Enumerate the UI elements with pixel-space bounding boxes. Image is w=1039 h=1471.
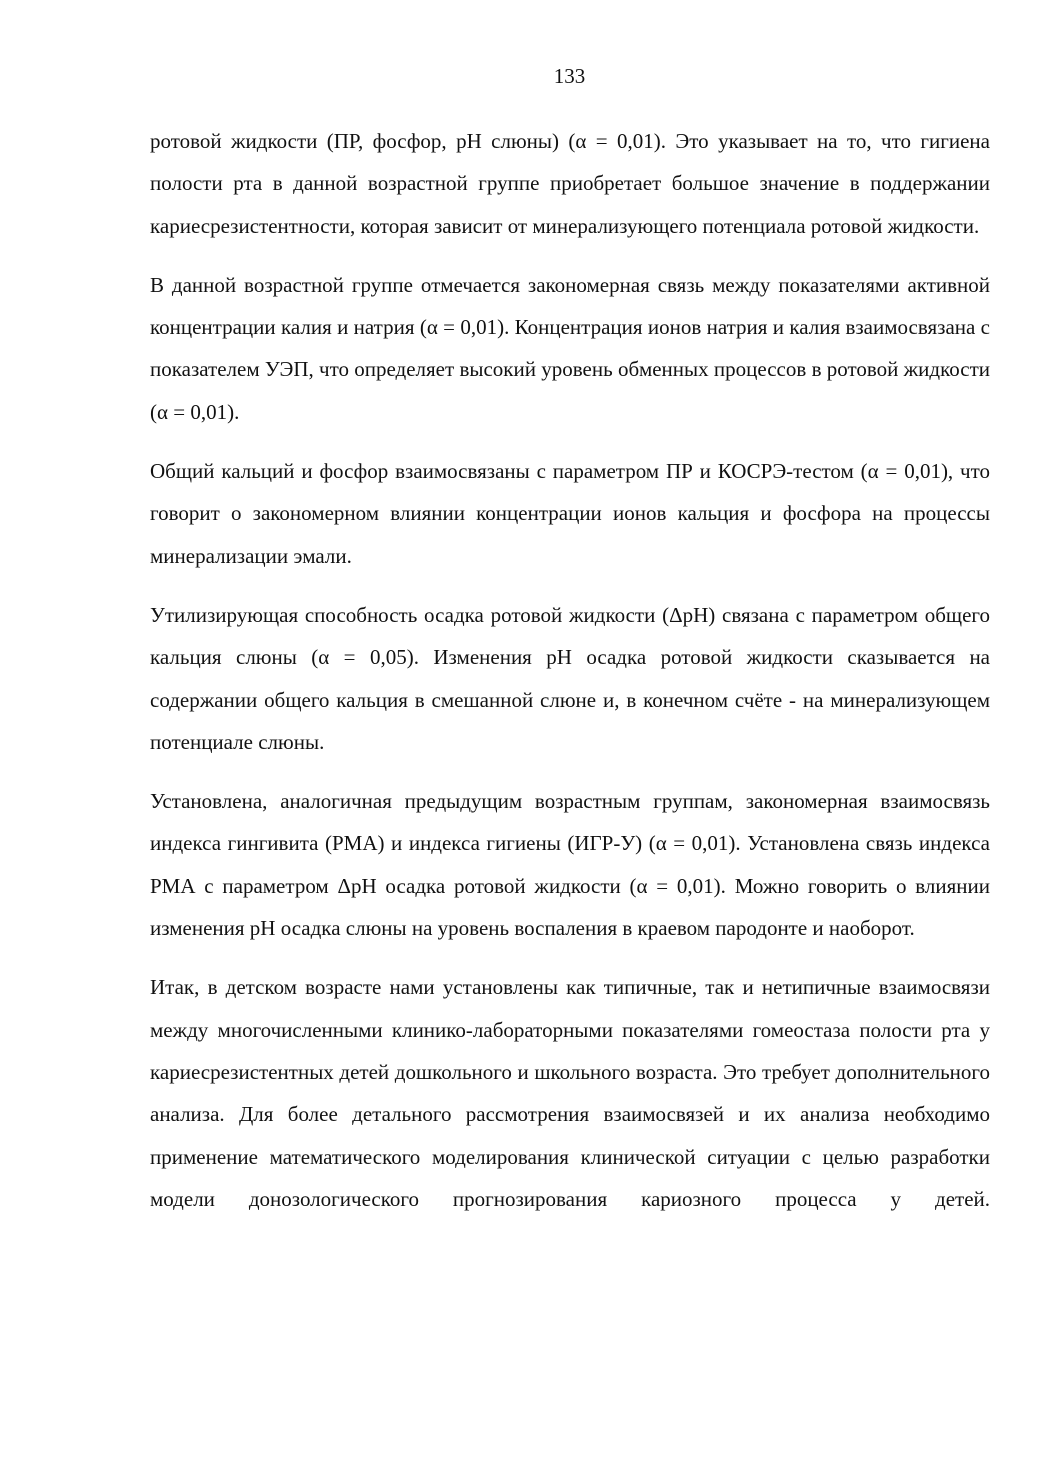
page-number: 133: [553, 64, 586, 88]
paragraph-1: ротовой жидкости (ПР, фосфор, pH слюны) (α = 0,01). Это указывает на то, что гигиена полости рта в данной возрастной группе приобретает большое значение в поддержании кариесрезистентности, которая зависит от минерализующего потенциала ротовой жидкости.: [150, 129, 990, 238]
paragraph-3: Общий кальций и фосфор взаимосвязаны с параметром ПР и КОСРЭ-тестом (α = 0,01), что говорит о закономерном влиянии концентрации ионов кальция и фосфора на процессы минерализации эмали.: [150, 459, 990, 568]
body-text: [150, 120, 990, 1220]
paragraph-5: Установлена, аналогичная предыдущим возрастным группам, закономерная взаимосвязь индекса гингивита (РМА) и индекса гигиены (ИГР-У) (α = 0,01). Установлена связь индекса РМА с параметром ΔpH осадка ротовой жидкости (α = 0,01). Можно говорить о влиянии изменения pH осадка слюны на уровень воспаления в краевом пародонте и наоборот.: [150, 789, 990, 941]
paragraph-4: Утилизирующая способность осадка ротовой жидкости (ΔpH) связана с параметром общего кальция слюны (α = 0,05). Изменения pH осадка ротовой жидкости сказывается на содержании общего кальция в смешанной слюне и, в конечном счёте - на минерализующем потенциале слюны.: [150, 602, 990, 754]
paragraph-2: В данной возрастной группе отмечается закономерная связь между показателями активной концентрации калия и натрия (α = 0,01). Концентрация ионов натрия и калия взаимосвязана с показателем УЭП, что определяет высокий уровень обменных процессов в ротовой жидкости (α = 0,01).: [150, 272, 990, 424]
paragraph-6: Итак, в детском возрасте нами установлены как типичные, так и нетипичные взаимосвязи между многочисленными клинико-лабораторными показателями гомеостаза полости рта у кариесрезистентных детей дошкольного и школьного возраста. Это требует дополнительного анализа. Для более детального рассмотрения взаимосвязей и их анализа необходимо применение математического моделирования клинической ситуации с целью разработки модели донозологического прогнозирования кариозного процесса у детей.: [150, 975, 990, 1211]
